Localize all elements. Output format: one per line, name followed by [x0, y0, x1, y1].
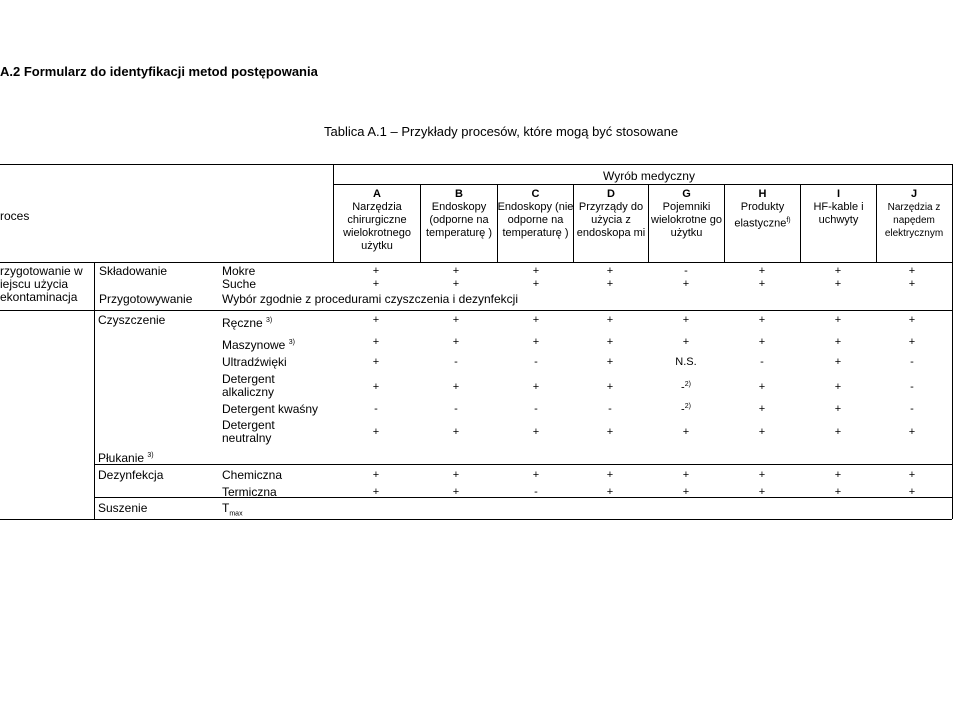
cell-maszynowe-c: + — [532, 336, 540, 348]
label-maszynowe: Maszynowe $^{3)}$ — [222, 338, 295, 352]
cell-det-alk-c: + — [532, 381, 540, 393]
cell-suche-g: + — [682, 278, 690, 290]
cell-det-alk-a: + — [372, 381, 380, 393]
cell-chemiczna-b: + — [452, 469, 460, 481]
col-header-c: C Endoskopy (nie odporne na temperaturę ) — [497, 188, 574, 239]
label-det-kwas: Detergent kwaśny — [222, 402, 319, 416]
cell-ultradzwieki-h: - — [760, 356, 764, 368]
cell-det-alk-h: + — [758, 381, 766, 393]
col-header-h: H Produkty elastyczne$^{f)}$ — [734, 188, 791, 230]
cell-det-neutr-c: + — [532, 426, 540, 438]
cell-det-kwas-d: - — [608, 403, 612, 415]
col-header-g: G Pojemniki wielokrotne go użytku — [651, 188, 722, 239]
cell-det-alk-g: -$^{2)}$ — [681, 381, 691, 394]
cell-chemiczna-c: + — [532, 469, 540, 481]
cell-mokre-c: + — [532, 265, 540, 277]
cell-det-neutr-h: + — [758, 426, 766, 438]
cell-det-neutr-i: + — [834, 426, 842, 438]
col-header-d: D Przyrządy do użycia z endoskopa mi — [576, 188, 646, 239]
label-reczne: Ręczne $^{3)}$ — [222, 316, 273, 330]
label-wybor: Wybór zgodnie z procedurami czyszczenia i dezynfekcji — [222, 292, 519, 306]
cell-termiczna-b: + — [452, 486, 460, 498]
cell-ultradzwieki-a: + — [372, 356, 380, 368]
col-header-j: J Narzędzia z napędem elektrycznym — [884, 188, 944, 239]
label-chemiczna: Chemiczna — [222, 468, 283, 482]
cell-det-alk-d: + — [606, 381, 614, 393]
cell-ultradzwieki-g: N.S. — [675, 356, 697, 368]
cell-det-kwas-b: - — [454, 403, 458, 415]
cell-mokre-i: + — [834, 265, 842, 277]
cell-det-kwas-c: - — [534, 403, 538, 415]
label-suche: Suche — [222, 277, 257, 291]
label-plukanie: Płukanie $^{3)}$ — [98, 451, 154, 465]
cell-det-kwas-a: - — [374, 403, 378, 415]
cell-det-neutr-a: + — [372, 426, 380, 438]
cell-maszynowe-b: + — [452, 336, 460, 348]
label-przygotowywanie: Przygotowywanie — [99, 292, 193, 306]
cell-det-alk-i: + — [834, 381, 842, 393]
cell-det-kwas-j: - — [910, 403, 914, 415]
cell-termiczna-i: + — [834, 486, 842, 498]
label-skladowanie: Składowanie — [99, 264, 168, 278]
cell-det-alk-j: - — [910, 381, 914, 393]
cell-mokre-h: + — [758, 265, 766, 277]
cell-det-neutr-g: + — [682, 426, 690, 438]
cell-reczne-a: + — [372, 314, 380, 326]
label-dezynfekcja: Dezynfekcja — [98, 468, 164, 482]
cell-termiczna-h: + — [758, 486, 766, 498]
cell-reczne-h: + — [758, 314, 766, 326]
cell-reczne-g: + — [682, 314, 690, 326]
cell-suche-a: + — [372, 278, 380, 290]
cell-chemiczna-i: + — [834, 469, 842, 481]
cell-maszynowe-i: + — [834, 336, 842, 348]
cell-termiczna-j: + — [908, 486, 916, 498]
cell-reczne-i: + — [834, 314, 842, 326]
label-termiczna: Termiczna — [222, 485, 277, 499]
cell-maszynowe-d: + — [606, 336, 614, 348]
cell-suche-h: + — [758, 278, 766, 290]
label-det-neutr: Detergent neutralny — [222, 418, 275, 445]
cell-det-kwas-h: + — [758, 403, 766, 415]
cell-termiczna-c: - — [534, 486, 538, 498]
col-header-i: I HF-kable i uchwyty — [813, 188, 864, 226]
cell-ultradzwieki-c: - — [534, 356, 538, 368]
cell-reczne-j: + — [908, 314, 916, 326]
cell-maszynowe-j: + — [908, 336, 916, 348]
label-mokre: Mokre — [222, 264, 256, 278]
col-header-b: B Endoskopy (odporne na temperaturę ) — [425, 188, 493, 239]
cell-maszynowe-a: + — [372, 336, 380, 348]
cell-ultradzwieki-j: - — [910, 356, 914, 368]
cell-chemiczna-d: + — [606, 469, 614, 481]
cell-reczne-d: + — [606, 314, 614, 326]
cell-det-neutr-j: + — [908, 426, 916, 438]
cell-det-kwas-g: -$^{2)}$ — [681, 403, 691, 416]
cell-chemiczna-g: + — [682, 469, 690, 481]
cell-chemiczna-h: + — [758, 469, 766, 481]
cell-ultradzwieki-b: - — [454, 356, 458, 368]
process-header: roces — [0, 209, 30, 223]
cell-suche-d: + — [606, 278, 614, 290]
label-det-alk: Detergent alkaliczny — [222, 372, 275, 399]
label-tmax: $T_{max}$ — [222, 501, 243, 518]
cell-chemiczna-j: + — [908, 469, 916, 481]
cell-termiczna-g: + — [682, 486, 690, 498]
cell-det-alk-b: + — [452, 381, 460, 393]
group-header: Wyrób medyczny — [603, 169, 695, 183]
label-ultradzwieki: Ultradźwięki — [222, 355, 287, 369]
cell-suche-i: + — [834, 278, 842, 290]
cell-termiczna-d: + — [606, 486, 614, 498]
section-heading: A.2 Formularz do identyfikacji metod postępowania — [0, 64, 318, 79]
cell-suche-b: + — [452, 278, 460, 290]
cell-reczne-c: + — [532, 314, 540, 326]
col-header-a: A Narzędzia chirurgiczne wielokrotnego użytku — [343, 188, 411, 252]
cell-suche-j: + — [908, 278, 916, 290]
cell-ultradzwieki-i: + — [834, 356, 842, 368]
label-suszenie: Suszenie — [98, 501, 148, 515]
cell-mokre-g: - — [684, 265, 688, 277]
cell-reczne-b: + — [452, 314, 460, 326]
table-title: Tablica A.1 – Przykłady procesów, które mogą być stosowane — [324, 124, 679, 139]
cell-suche-c: + — [532, 278, 540, 290]
cell-maszynowe-g: + — [682, 336, 690, 348]
label-czyszczenie: Czyszczenie — [98, 313, 166, 327]
cell-det-neutr-b: + — [452, 426, 460, 438]
cell-det-neutr-d: + — [606, 426, 614, 438]
cell-mokre-j: + — [908, 265, 916, 277]
cell-mokre-b: + — [452, 265, 460, 277]
cell-mokre-a: + — [372, 265, 380, 277]
cell-det-kwas-i: + — [834, 403, 842, 415]
cell-mokre-d: + — [606, 265, 614, 277]
cell-chemiczna-a: + — [372, 469, 380, 481]
cell-maszynowe-h: + — [758, 336, 766, 348]
cell-ultradzwieki-d: + — [606, 356, 614, 368]
stage-label: rzygotowanie w iejscu użycia ekontaminacja — [0, 264, 83, 304]
cell-termiczna-a: + — [372, 486, 380, 498]
